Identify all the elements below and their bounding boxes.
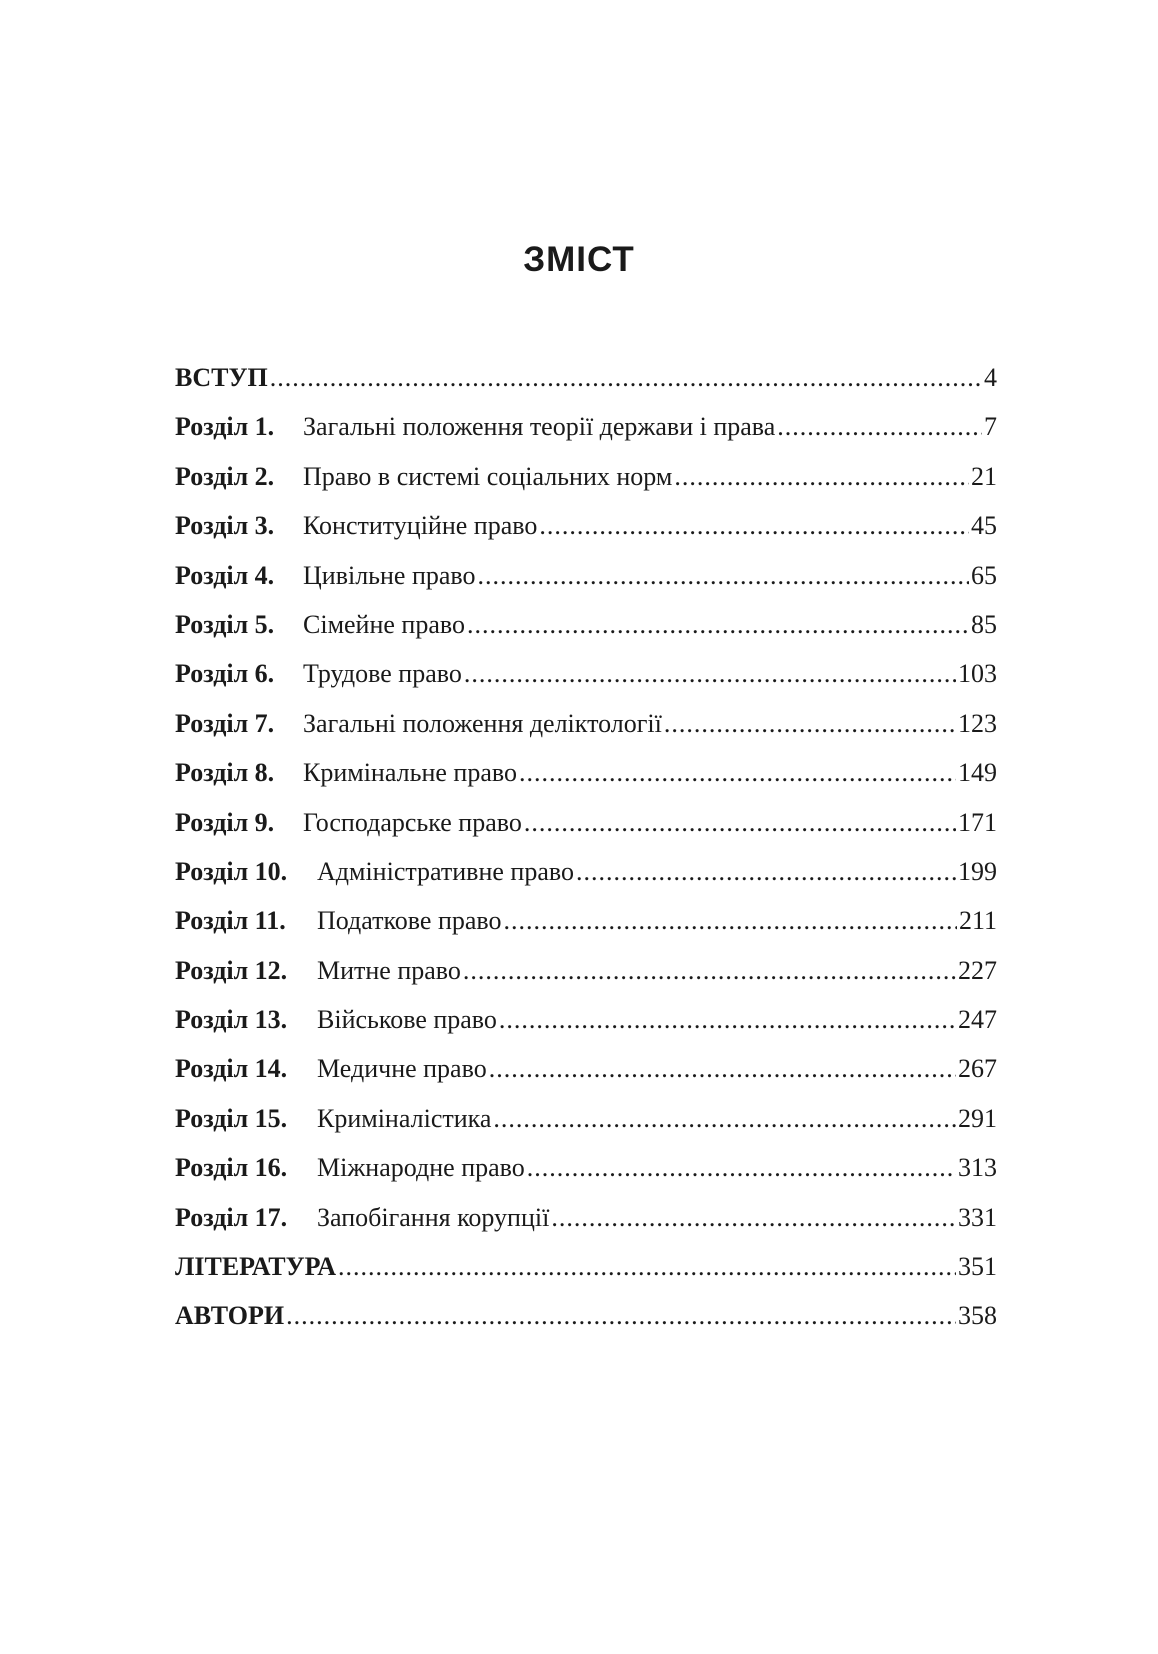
entry-label: Розділ 10. xyxy=(175,856,288,886)
entry-page-number: 227 xyxy=(958,955,997,985)
dot-leader xyxy=(539,506,969,546)
entry-page-number: 351 xyxy=(958,1252,997,1282)
entry-title: Трудове право xyxy=(303,659,462,689)
table-of-contents xyxy=(175,358,997,1346)
entry-label: Розділ 17. xyxy=(175,1202,288,1232)
page-title: ЗМІСТ xyxy=(523,240,635,279)
toc-entry-chapter-6[interactable] xyxy=(175,654,997,703)
entry-title: Конституційне право xyxy=(303,511,538,541)
toc-entry-chapter-1[interactable] xyxy=(175,407,997,456)
entry-page-number: 21 xyxy=(971,461,997,491)
entry-page-number: 267 xyxy=(958,1054,997,1084)
entry-label: Розділ 11. xyxy=(175,906,286,936)
entry-label: Розділ 6. xyxy=(175,659,275,689)
dot-leader xyxy=(551,1198,956,1238)
entry-label: Розділ 12. xyxy=(175,955,288,985)
toc-entry-chapter-8[interactable] xyxy=(175,753,997,802)
entry-title: Право в системі соціальних норм xyxy=(303,461,673,491)
entry-label: Розділ 7. xyxy=(175,708,275,738)
entry-page-number: 4 xyxy=(984,363,997,392)
entry-title: Загальні положення деліктології xyxy=(303,708,662,738)
dot-leader xyxy=(463,951,956,991)
toc-entry-chapter-17[interactable] xyxy=(175,1198,997,1247)
entry-page-number: 211 xyxy=(958,906,997,936)
toc-entry-authors[interactable] xyxy=(175,1296,997,1345)
toc-entry-chapter-11[interactable] xyxy=(175,901,997,950)
entry-page-number: 313 xyxy=(958,1153,997,1183)
toc-entry-chapter-5[interactable] xyxy=(175,605,997,654)
entry-label: Розділ 16. xyxy=(175,1153,288,1183)
entry-title: Медичне право xyxy=(317,1054,487,1084)
entry-title: Міжнародне право xyxy=(317,1153,525,1183)
entry-title: Військове право xyxy=(317,1005,497,1035)
dot-leader xyxy=(527,1148,956,1188)
toc-entry-chapter-9[interactable] xyxy=(175,803,997,852)
toc-entry-chapter-3[interactable] xyxy=(175,506,997,555)
toc-entry-intro[interactable] xyxy=(175,358,997,407)
toc-entry-chapter-13[interactable] xyxy=(175,1000,997,1049)
dot-leader xyxy=(777,407,982,447)
entry-title: Загальні положення теорії держави і права xyxy=(303,412,776,442)
toc-entry-chapter-10[interactable] xyxy=(175,852,997,901)
dot-leader xyxy=(467,605,969,645)
entry-page-number: 7 xyxy=(984,412,997,442)
entry-label: Розділ 14. xyxy=(175,1054,288,1084)
dot-leader xyxy=(338,1247,956,1287)
entry-page-number: 358 xyxy=(958,1301,997,1331)
dot-leader xyxy=(464,654,956,694)
toc-entry-chapter-2[interactable] xyxy=(175,457,997,506)
entry-page-number: 103 xyxy=(958,659,997,689)
toc-entry-chapter-4[interactable] xyxy=(175,556,997,605)
dot-leader xyxy=(504,901,957,941)
dot-leader xyxy=(499,1000,956,1040)
toc-entry-chapter-15[interactable] xyxy=(175,1099,997,1148)
entry-title: Сімейне право xyxy=(303,609,465,639)
entry-label: Розділ 1. xyxy=(175,412,275,442)
entry-label: Розділ 5. xyxy=(175,609,275,639)
toc-entry-chapter-14[interactable] xyxy=(175,1049,997,1098)
entry-label: Розділ 9. xyxy=(175,807,275,837)
dot-leader xyxy=(524,803,956,843)
entry-page-number: 65 xyxy=(971,560,997,590)
toc-entry-chapter-16[interactable] xyxy=(175,1148,997,1197)
dot-leader xyxy=(519,753,956,793)
entry-title: Цивільне право xyxy=(303,560,476,590)
entry-label: АВТОРИ xyxy=(175,1301,285,1331)
dot-leader xyxy=(489,1049,956,1089)
entry-page-number: 149 xyxy=(958,758,997,788)
entry-label: Розділ 13. xyxy=(175,1005,288,1035)
entry-label: Розділ 3. xyxy=(175,511,275,541)
dot-leader xyxy=(674,457,969,497)
entry-label: Розділ 8. xyxy=(175,758,275,788)
dot-leader xyxy=(478,556,969,596)
entry-page-number: 331 xyxy=(958,1202,997,1232)
entry-title: Криміналістика xyxy=(317,1103,492,1133)
dot-leader xyxy=(576,852,956,892)
entry-title: Запобігання корупції xyxy=(317,1202,550,1232)
entry-title: Кримінальне право xyxy=(303,758,517,788)
dot-leader xyxy=(664,704,956,744)
dot-leader xyxy=(493,1099,956,1139)
entry-page-number: 45 xyxy=(971,511,997,541)
entry-title: Податкове право xyxy=(317,906,502,936)
entry-label: Розділ 2. xyxy=(175,461,275,491)
entry-label: Розділ 15. xyxy=(175,1103,288,1133)
entry-page-number: 123 xyxy=(958,708,997,738)
toc-entry-literature[interactable] xyxy=(175,1247,997,1296)
entry-title: Господарське право xyxy=(303,807,522,837)
entry-label: Розділ 4. xyxy=(175,560,275,590)
toc-entry-chapter-7[interactable] xyxy=(175,704,997,753)
toc-entry-chapter-12[interactable] xyxy=(175,951,997,1000)
dot-leader xyxy=(286,1296,956,1336)
entry-page-number: 199 xyxy=(958,856,997,886)
entry-page-number: 85 xyxy=(971,609,997,639)
entry-title: Адміністративне право xyxy=(317,856,574,886)
entry-label: ВСТУП xyxy=(175,363,268,392)
entry-page-number: 247 xyxy=(958,1005,997,1035)
entry-page-number: 291 xyxy=(958,1103,997,1133)
dot-leader xyxy=(270,358,982,398)
entry-page-number: 171 xyxy=(958,807,997,837)
entry-title: Митне право xyxy=(317,955,461,985)
entry-label: ЛІТЕРАТУРА xyxy=(175,1252,336,1282)
